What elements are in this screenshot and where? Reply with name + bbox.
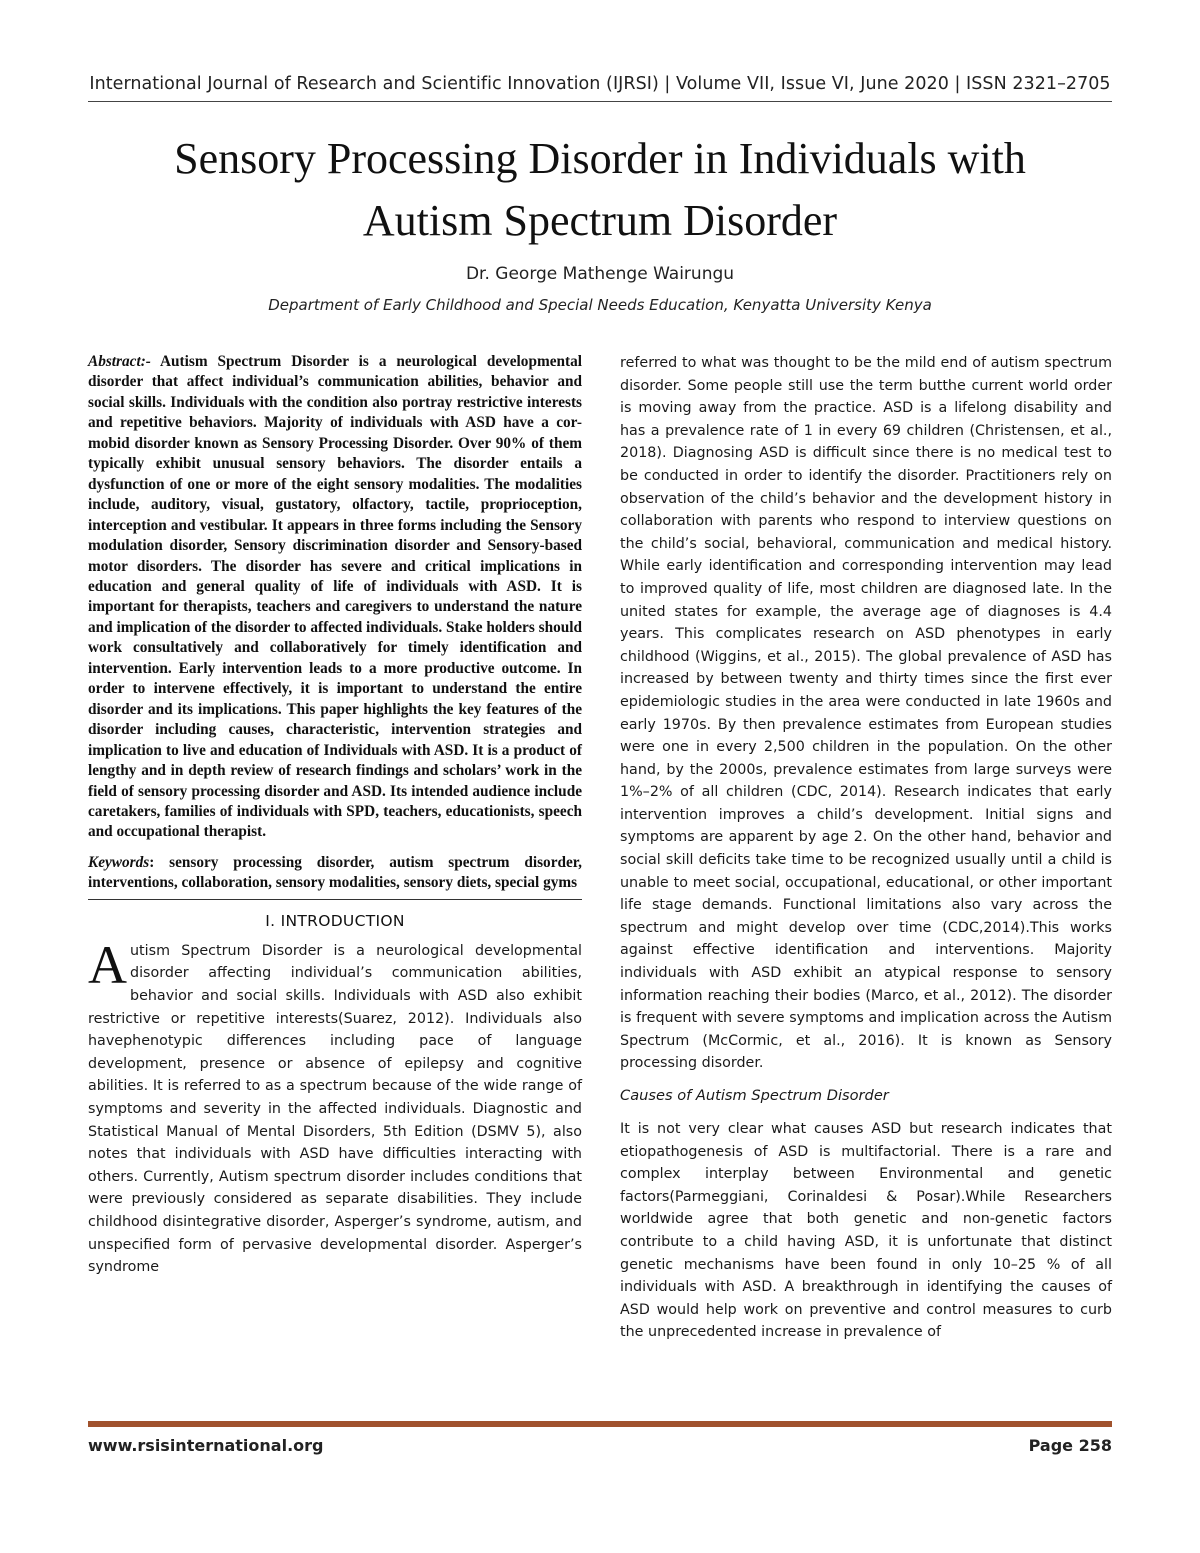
- abstract-label: Abstract:-: [88, 353, 151, 370]
- introduction-text-left: utism Spectrum Disorder is a neurological developmental disorder affecting individual’s communication abilities, behavior and social skills. Individuals with ASD also exhibit restrictive or repetitive interests(Suarez, 2012). Individuals also havephenotypic differences including pace of language development, presence or absence of epilepsy and cognitive abilities. It is referred to as a spectrum because of the wide range of symptoms and severity in the affected individuals. Diagnostic and Statistical Manual of Mental Disorders, 5th Edition (DSMV 5), also notes that individuals with ASD have difficulties interacting with others. Currently, Autism spectrum disorder includes conditions that were previously considered as separate disabilities. They include childhood disintegrative disorder, Asperger’s syndrome, autism, and unspecified form of pervasive developmental disorder. Asperger’s syndrome: [88, 942, 582, 1276]
- journal-header: International Journal of Research and Scientific Innovation (IJRSI) | Volume VII, Issue VI, June 2020 | ISSN 2321–2705: [89, 74, 1111, 94]
- keywords: [88, 853, 582, 894]
- footer-page-number: Page 258: [1028, 1436, 1112, 1455]
- keywords-text: : sensory processing disorder, autism spectrum disorder, interventions, collaboration, sensory modalities, sensory diets, special gyms: [88, 853, 582, 892]
- abstract: [88, 352, 582, 843]
- footer-rule: [88, 1421, 1112, 1427]
- section-heading-introduction: I. INTRODUCTION: [265, 911, 405, 930]
- keywords-divider: [88, 899, 582, 900]
- right-column: [620, 352, 1112, 1344]
- footer-website: www.rsisinternational.org: [88, 1436, 324, 1455]
- paper-title-line-1: Sensory Processing Disorder in Individuals with: [174, 134, 1026, 183]
- subheading-causes: Causes of Autism Spectrum Disorder: [620, 1087, 889, 1104]
- abstract-text: Autism Spectrum Disorder is a neurological developmental disorder that affect individual’s communication abilities, behavior and social skills. Individuals with the condition also portray restrictive interests and repetitive behaviors. Majority of individuals with ASD have a cor-mobid disorder known as Sensory Processing Disorder. Over 90% of them typically exhibit unusual sensory behaviors. The disorder entails a dysfunction of one or more of the eight sensory modalities. The modalities include, auditory, visual, gustatory, olfactory, tactile, proprioception, interception and vestibular. It appears in three forms including the Sensory modulation disorder, Sensory discrimination disorder and Sensory-based motor disorders. The disorder has severe and critical implications in education and general quality of life of individuals with ASD. It is important for therapists, teachers and caregivers to understand the nature and implication of the disorder to affected individuals. Stake holders should work consultatively and collaboratively for timely identification and intervention. Early intervention leads to a more productive outcome. In order to intervene effectively, it is important to understand the entire disorder and its implications. This paper highlights the key features of the disorder including causes, characteristic, intervention strategies and implication to live and education of Individuals with ASD. It is a product of lengthy and in depth review of research findings and scholars’ work in the field of sensory processing disorder and ASD. Its intended audience include caretakers, families of individuals with SPD, teachers, educationists, speech and occupational therapist.: [88, 353, 582, 841]
- left-column: [88, 352, 582, 1279]
- causes-paragraph: It is not very clear what causes ASD but research indicates that etiopathogenesis of ASD is multifactorial. There is a rare and complex interplay between Environmental and genetic factors(Parmeggiani, Corinaldesi & Posar).While Researchers worldwide agree that both genetic and non-genetic factors contribute to a child having ASD, it is unfortunate that distinct genetic mechanisms have been found in only 10–25 % of all individuals with ASD. A breakthrough in identifying the causes of ASD would help work on preventive and control measures to curb the unprecedented increase in prevalence of: [620, 1121, 1112, 1341]
- introduction-text-right: referred to what was thought to be the mild end of autism spectrum disorder. Some people still use the term butthe current world order is moving away from the practice. ASD is a lifelong disability and has a prevalence rate of 1 in every 69 children (Christensen, et al., 2018). Diagnosing ASD is difficult since there is no medical test to be conducted in order to identify the disorder. Practitioners rely on observation of the child’s behavior and the development history in collaboration with parents who respond to interview questions on the child’s social, behavioral, communication and medical history. While early identification and corresponding intervention may lead to improved quality of life, most children are diagnosed late. In the united states for example, the average age of diagnoses is 4.4 years. This complicates research on ASD phenotypes in early childhood (Wiggins, et al., 2015). The global prevalence of ASD has increased by between twenty and thirty times since the first ever epidemiologic studies in the area were conducted in late 1960s and early 1970s. By then prevalence estimates from European studies were one in every 2,500 children in the population. On the other hand, by the 2000s, prevalence estimates from large surveys were 1%–2% of all children (CDC, 2014). Research indicates that early intervention improves a child’s development. Initial signs and symptoms are apparent by age 2. On the other hand, behavior and social skill deficits take time to be recognized usually until a child is unable to meet social, occupational, educational, or other important life stage demands. Functional limitations also vary across the spectrum and might develop over time (CDC,2014).This works against effective identification and interventions. Majority individuals with ASD exhibit an atypical response to sensory information reaching their bodies (Marco, et al., 2012). The disorder is frequent with severe symptoms and implication across the Autism Spectrum (McCormic, et al., 2016). It is known as Sensory processing disorder.: [620, 355, 1112, 1072]
- header-rule: [88, 101, 1112, 102]
- paper-title-line-2: Autism Spectrum Disorder: [362, 196, 838, 245]
- keywords-label: Keywords: [88, 853, 150, 871]
- introduction-paragraph: [88, 934, 582, 1279]
- drop-cap: A: [88, 934, 127, 995]
- author-affiliation: Department of Early Childhood and Special Needs Education, Kenyatta University Kenya: [268, 296, 932, 314]
- paper-title: [60, 128, 1140, 252]
- author-name: Dr. George Mathenge Wairungu: [465, 264, 735, 284]
